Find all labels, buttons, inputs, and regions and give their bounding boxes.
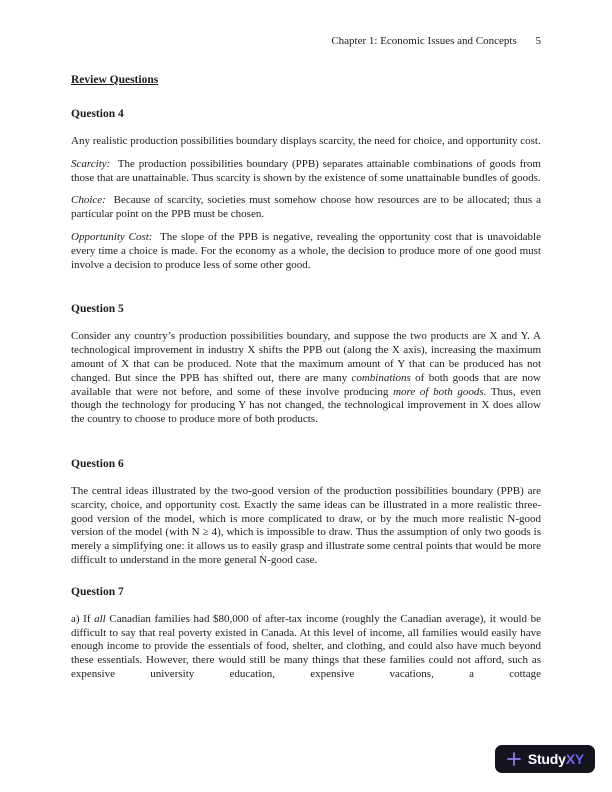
running-head: Chapter 1: Economic Issues and Concepts xyxy=(331,35,517,47)
paragraph: Choice: Because of scarcity, societies must somehow choose how resources are to be allocated; thus a particular point on the PPB must be chosen. xyxy=(71,194,541,221)
brand-wordmark xyxy=(528,751,584,767)
paragraph: Any realistic production possibilities boundary displays scarcity, the need for choice, and opportunity cost. xyxy=(71,135,541,147)
brand-study-text: Study xyxy=(527,751,566,767)
brand-xy-text: XY xyxy=(565,751,584,767)
question-heading: Question 4 xyxy=(71,108,124,120)
question-heading: Question 7 xyxy=(71,585,124,598)
paragraph: Consider any country’s production possibilities boundary, and suppose the two products are X and Y. A technological improvement in industry X shifts the PPB out (along the X axis), increasing the maximum amount of X that can be produced. Note that the maximum amount of Y that can be produced has not changed. But since the PPB has shifted out, there are many combinations of both goods that are now available that were not before, and some of these involve producing more of both goods. Thus, even though the technology for producing Y has not changed, the technological improvement in X does allow the country to choose to produce more of both products. xyxy=(71,330,541,426)
paragraph: a) If all Canadian families had $80,000 of after-tax income (roughly the Canadian average), it would be difficult to say that real poverty existed in Canada. At this level of income, all families would easily have enough income to provide the essentials of food, shelter, and clothing, and could also have much beyond these essentials. However, there would still be many things that these families could not afford, such as expensive university education, expensive vacations, a cottage xyxy=(71,612,541,680)
question-block-7 xyxy=(71,585,541,682)
question-heading: Question 5 xyxy=(71,303,124,316)
plus-icon xyxy=(506,751,522,767)
paragraph: The central ideas illustrated by the two-good version of the production possibilities boundary (PPB) are scarcity, choice, and opportunity cost. Exactly the same ideas can be illustrated in a more realistic three-good version of the model, which is more complicated to draw, or by the much more realistic N-good version of the model (with N ≥ 4), which is impossible to draw. Thus the assumption of only two goods is merely a simplifying one: it allows us to easily grasp and illustrate some central points that would be more difficult to understand in the more general N-good case. xyxy=(71,484,541,566)
paragraph: Opportunity Cost: The slope of the PPB is negative, revealing the opportunity cost that is unavoidable every time a choice is made. For the economy as a whole, the decision to produce more of one good must involve a decision to produce less of some other good. xyxy=(71,230,541,271)
question-block-4 xyxy=(71,107,541,272)
section-title: Review Questions xyxy=(71,74,159,86)
page-number: 5 xyxy=(535,35,541,47)
page-header xyxy=(71,0,541,48)
studyxy-logo[interactable] xyxy=(495,745,595,773)
page-content xyxy=(71,0,541,682)
question-block-5 xyxy=(71,302,541,427)
question-block-6 xyxy=(71,457,541,568)
paragraph: Scarcity: The production possibilities boundary (PPB) separates attainable combinations of goods from those that are unattainable. Thus scarcity is shown by the existence of some unattainable bundles of goods. xyxy=(71,157,541,184)
question-heading: Question 6 xyxy=(71,457,124,470)
